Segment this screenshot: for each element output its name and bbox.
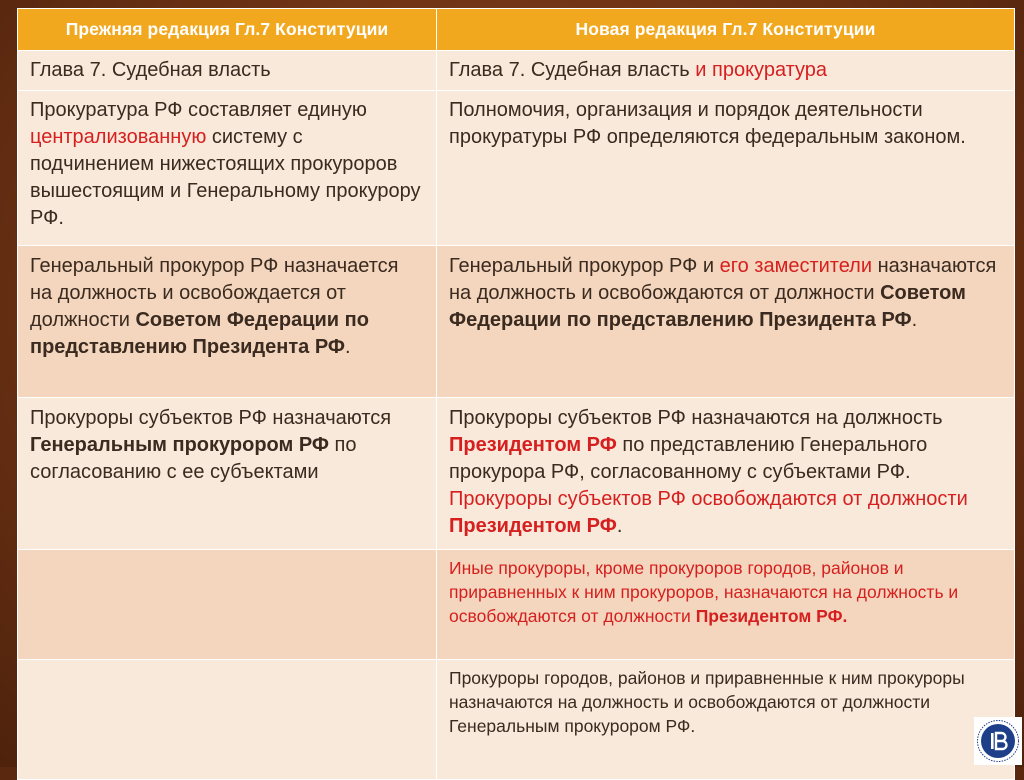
cell-text: Генеральный прокурор РФ назначается на должность и освобождается от должности — [30, 255, 399, 331]
highlight-text: централизованную — [30, 126, 207, 148]
highlight-bold-text: Президентом РФ. — [695, 606, 848, 626]
old-cell — [18, 51, 437, 91]
cell-text: Генеральный прокурор РФ и — [449, 255, 720, 277]
old-cell-empty — [18, 550, 437, 660]
table-row — [18, 246, 1015, 398]
highlight-text: Прокуроры субъектов РФ освобождаются от должности — [449, 488, 968, 510]
old-cell-empty — [18, 660, 437, 780]
cell-text: Глава 7. Судебная власть — [449, 59, 696, 81]
new-cell — [437, 51, 1015, 91]
header-old-edition: Прежняя редакция Гл.7 Конституции — [18, 9, 437, 51]
bold-text: Советом Федерации по представлению Президента РФ — [30, 309, 369, 358]
header-new-edition: Новая редакция Гл.7 Конституции — [437, 9, 1015, 51]
table-row — [18, 91, 1015, 246]
cell-text: по согласованию с ее субъектами — [30, 434, 357, 483]
bold-text: Советом Федерации по представлению Президента РФ — [449, 282, 966, 331]
comparison-table — [17, 8, 1015, 780]
table-row — [18, 51, 1015, 91]
old-cell — [18, 398, 437, 550]
new-cell — [437, 660, 1015, 780]
cell-text: назначаются на должность и освобождаются от должности — [449, 255, 997, 304]
bold-text: Генеральным прокурором РФ — [30, 434, 329, 456]
cell-text: . — [911, 309, 918, 331]
old-cell — [18, 246, 437, 398]
table-row — [18, 550, 1015, 660]
cell-text: . — [616, 515, 623, 537]
university-emblem-icon — [974, 717, 1022, 765]
cell-text: Прокуроры субъектов РФ назначаются на должность — [449, 407, 943, 429]
highlight-text: Иные прокуроры, кроме прокуроров городов, районов и приравненных к ним прокуроров, назначаются на должность и освобождаются от должности — [449, 558, 959, 626]
table-row — [18, 660, 1015, 780]
cell-text: Глава 7. Судебная власть — [30, 59, 271, 81]
highlight-bold-text: Президентом РФ — [449, 434, 617, 456]
cell-text: Полномочия, организация и порядок деятельности прокуратуры РФ определяются федеральным законом. — [449, 99, 966, 148]
new-cell — [437, 91, 1015, 246]
new-cell — [437, 398, 1015, 550]
table-header-row — [18, 9, 1015, 51]
highlight-text: и прокуратура — [695, 59, 828, 81]
cell-text: Прокуроры субъектов РФ назначаются — [30, 407, 392, 429]
old-cell — [18, 91, 437, 246]
new-cell — [437, 246, 1015, 398]
university-logo — [974, 717, 1022, 765]
cell-text: по представлению Генерального прокурора РФ, согласованному с субъектами РФ. — [449, 434, 928, 483]
cell-text: систему с подчинением нижестоящих прокуроров вышестоящим и Генеральному прокурору РФ. — [30, 126, 421, 229]
table-row — [18, 398, 1015, 550]
cell-text: Прокуратура РФ составляет единую — [30, 99, 367, 121]
highlight-bold-text: Президентом РФ — [449, 515, 617, 537]
highlight-text: его заместители — [719, 255, 873, 277]
new-cell — [437, 550, 1015, 660]
cell-text: Прокуроры городов, районов и приравненные к ним прокуроры назначаются на должность и освобождаются от должности Генеральным прокурором РФ. — [449, 668, 965, 736]
cell-text: . — [344, 336, 351, 358]
